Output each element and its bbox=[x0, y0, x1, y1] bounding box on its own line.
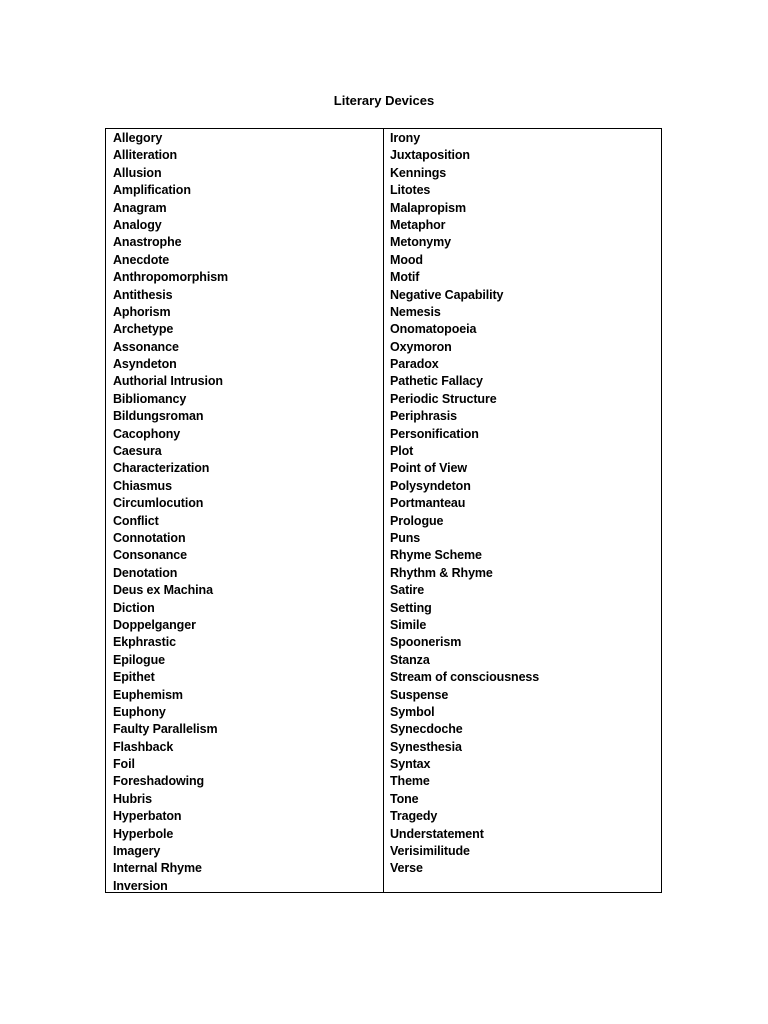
term-item: Hyperbole bbox=[113, 826, 174, 841]
term-item: Epithet bbox=[113, 670, 155, 685]
term-item: Understatement bbox=[390, 826, 484, 841]
term-item: Allegory bbox=[113, 131, 163, 145]
term-item: Puns bbox=[390, 530, 421, 545]
term-item: Circumlocution bbox=[113, 496, 204, 511]
term-item: Juxtaposition bbox=[390, 148, 470, 163]
term-item: Archetype bbox=[113, 322, 174, 337]
term-item: Periphrasis bbox=[390, 409, 457, 424]
term-item: Tone bbox=[390, 791, 419, 806]
term-item: Foreshadowing bbox=[113, 774, 205, 789]
term-item: Aphorism bbox=[113, 304, 171, 319]
term-item: Inversion bbox=[113, 878, 168, 893]
term-item: Synecdoche bbox=[390, 722, 463, 737]
term-item: Setting bbox=[390, 600, 432, 615]
term-item: Euphemism bbox=[113, 687, 183, 702]
terms-column-right bbox=[384, 129, 661, 892]
term-item: Verse bbox=[390, 861, 423, 876]
term-item: Mood bbox=[390, 252, 423, 267]
term-item: Conflict bbox=[113, 513, 159, 528]
term-item: Doppelganger bbox=[113, 617, 196, 632]
term-item: Metonymy bbox=[390, 235, 452, 250]
term-item: Epilogue bbox=[113, 652, 165, 667]
term-item: Pathetic Fallacy bbox=[390, 374, 483, 389]
term-item: Symbol bbox=[390, 704, 435, 719]
term-item: Polysyndeton bbox=[390, 478, 471, 493]
term-item: Paradox bbox=[390, 357, 439, 372]
term-item: Faulty Parallelism bbox=[113, 722, 218, 737]
term-item: Rhythm & Rhyme bbox=[390, 565, 493, 580]
term-item: Imagery bbox=[113, 844, 161, 859]
term-item: Euphony bbox=[113, 704, 166, 719]
term-item: Deus ex Machina bbox=[113, 583, 213, 598]
term-item: Asyndeton bbox=[113, 357, 177, 372]
term-item: Periodic Structure bbox=[390, 391, 497, 406]
term-item: Kennings bbox=[390, 165, 447, 180]
term-item: Prologue bbox=[390, 513, 444, 528]
term-item: Cacophony bbox=[113, 426, 181, 441]
term-item: Anecdote bbox=[113, 252, 170, 267]
term-item: Nemesis bbox=[390, 304, 441, 319]
term-item: Foil bbox=[113, 757, 135, 772]
term-item: Anagram bbox=[113, 200, 167, 215]
terms-column-left bbox=[106, 129, 384, 892]
term-item: Stanza bbox=[390, 652, 430, 667]
term-item: Caesura bbox=[113, 444, 162, 459]
term-item: Portmanteau bbox=[390, 496, 466, 511]
term-item: Personification bbox=[390, 426, 479, 441]
term-item: Flashback bbox=[113, 739, 174, 754]
term-item: Simile bbox=[390, 617, 427, 632]
term-item: Antithesis bbox=[113, 287, 173, 302]
term-item: Bildungsroman bbox=[113, 409, 204, 424]
term-item: Suspense bbox=[390, 687, 449, 702]
term-item: Connotation bbox=[113, 530, 186, 545]
term-item: Litotes bbox=[390, 183, 431, 198]
term-item: Spoonerism bbox=[390, 635, 462, 650]
term-item: Verisimilitude bbox=[390, 844, 470, 859]
term-item: Onomatopoeia bbox=[390, 322, 477, 337]
term-item: Consonance bbox=[113, 548, 188, 563]
term-item: Rhyme Scheme bbox=[390, 548, 482, 563]
term-item: Amplification bbox=[113, 183, 191, 198]
term-item: Hubris bbox=[113, 791, 152, 806]
term-item: Assonance bbox=[113, 339, 179, 354]
term-item: Denotation bbox=[113, 565, 178, 580]
term-item: Satire bbox=[390, 583, 425, 598]
term-item: Characterization bbox=[113, 461, 210, 476]
term-item: Alliteration bbox=[113, 148, 178, 163]
term-item: Point of View bbox=[390, 461, 467, 476]
term-item: Plot bbox=[390, 444, 414, 459]
term-item: Allusion bbox=[113, 165, 162, 180]
term-item: Malapropism bbox=[390, 200, 466, 215]
term-item: Ekphrastic bbox=[113, 635, 176, 650]
term-item: Internal Rhyme bbox=[113, 861, 202, 876]
term-item: Diction bbox=[113, 600, 155, 615]
term-item: Stream of consciousness bbox=[390, 670, 540, 685]
term-item: Analogy bbox=[113, 217, 162, 232]
term-item: Syntax bbox=[390, 757, 431, 772]
term-item: Authorial Intrusion bbox=[113, 374, 223, 389]
document-title: Literary Devices bbox=[333, 93, 435, 108]
term-item: Metaphor bbox=[390, 217, 446, 232]
term-item: Hyperbaton bbox=[113, 809, 182, 824]
term-item: Negative Capability bbox=[390, 287, 504, 302]
term-item: Anthropomorphism bbox=[113, 270, 229, 285]
term-item: Chiasmus bbox=[113, 478, 172, 493]
term-item: Oxymoron bbox=[390, 339, 452, 354]
term-item: Synesthesia bbox=[390, 739, 462, 754]
term-item: Theme bbox=[390, 774, 430, 789]
term-item: Tragedy bbox=[390, 809, 438, 824]
terms-table bbox=[105, 128, 662, 893]
term-item: Irony bbox=[390, 131, 421, 145]
term-item: Bibliomancy bbox=[113, 391, 187, 406]
term-item: Anastrophe bbox=[113, 235, 182, 250]
term-item: Motif bbox=[390, 270, 420, 285]
